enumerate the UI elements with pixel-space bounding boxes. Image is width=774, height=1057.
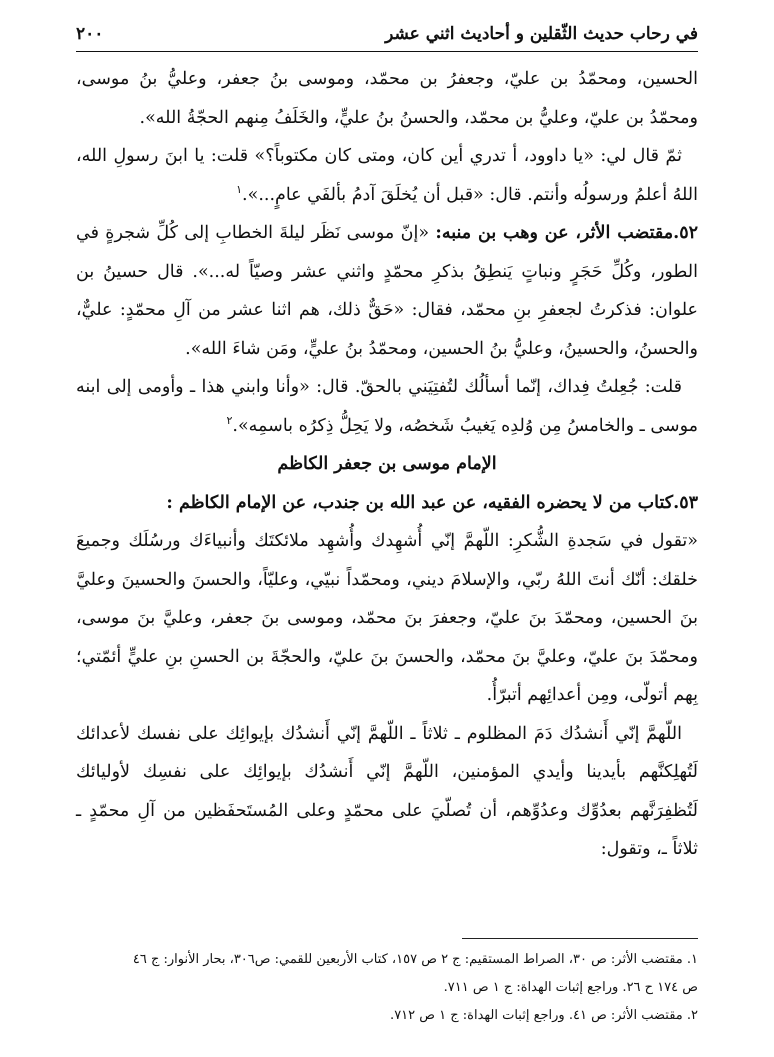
header-divider [76,51,698,52]
hadith-53-colon: : [166,492,179,513]
footnote-1-line-2: ص ١٧٤ ح ٢٦. وراجع إثبات الهداة: ج ١ ص ٧١١. [443,980,698,995]
page-header [76,14,698,44]
running-title: في رحاب حديث الثّقلين و أحاديث اثني عشر [385,24,698,44]
paragraph-6-text: اللّهمَّ إنّي أَنشدُك دَمَ المظلوم ـ ثلاثاً ـ اللّهمَّ إنّي أَنشدُك بإيوائِك على نفسك لأعدائك لَتُهلِكنَّهم بأيدينا وأيدي المؤمنين، اللّهمَّ إنّي أَنشدُك بإيوائِك على نفسِك لأوليائك لَتُظفِرَنَّهم بعدُوِّك وعدُوِّهم، أن تُصلّيَ على محمّدٍ وعلى المُستَحفَظين من آلِ محمّدٍ ـ ثلاثاً ـ، وتقول: [76,723,698,859]
hadith-53-body: «تقول في سَجدةِ الشُّكرِ: اللّهمَّ إنّي أُشهِدك وأُشهِد ملائكتَك وأنبياءَك ورسُلَك وجميعَ خلقك: أنّك أنتَ اللهُ ربّي، والإسلامَ ديني، ومحمّداً نبيّي، وعليّاً، والحسنَ والحسينَ وعليَّ بنَ الحسين، ومحمّدَ بنَ عليّ، وجعفرَ بنَ محمّد، وموسى بنَ جعفر، وعليَّ بنَ موسى، ومحمّدَ بنَ عليّ، وعليَّ بنَ محمّد، والحسنَ بنَ عليّ، والحجّةَ بن الحسنِ بنِ عليٍّ أئمّتي؛ بِهم أتولّى، ومِن أعدائِهم أتبرّأُ. [76,531,698,705]
hadith-53-text [76,522,698,715]
hadith-53-source: ٥٣.كتاب من لا يحضره الفقيه، عن عبد الله بن جندب، عن الإمام الكاظم [178,492,698,513]
footnote-ref-2: ٢ [226,413,233,427]
paragraph-4 [76,368,698,445]
main-text [76,60,698,869]
hadith-53-heading [76,484,698,523]
paragraph-2 [76,137,698,214]
page-number: ٢٠٠ [76,24,104,44]
paragraph-6 [76,715,698,869]
hadith-52-source: ٥٢.مقتضب الأثر، عن وهب بن منبه: [435,223,698,243]
hadith-52-text: «إنّ موسى نَظَر ليلةَ الخطابِ إلى كُلِّ شجرةٍ في الطور، وكُلِّ حَجَرٍ ونباتٍ يَنطِقُ بذكرِ محمّدٍ واثني عشر وصيّاً له...». قال حسينُ بن علوان: فذكرتُ لجعفرِ بنِ محمّد، فقال: «حَقٌّ ذلك، هم اثنا عشر من آلِ محمّدٍ: عليٌّ، والحسنُ، والحسينُ، وعليُّ بنُ الحسين، ومحمّدُ بنُ عليٍّ، ومَن شاءَ الله». [76,223,698,359]
footnote-ref-1: ١ [236,182,243,196]
paragraph-4-text: قلت: جُعِلتُ فِداك، إنّما أسألُك لتُفتِيَني بالحقّ. قال: «وأنا وابني هذا ـ وأومى إلى ابنه موسى ـ والخامسُ مِن وُلدِه يَغيبُ شَخصُه، ولا يَحِلُّ ذِكرُه باسمِه». [76,377,698,436]
footnote-1-line-1: ١. مقتضب الأثر: ص ٣٠، الصراط المستقيم: ج ٢ ص ١٥٧، كتاب الأربعين للقمي: ص٣٠٦، بحار الأنوار: ج ٤٦ [132,952,698,967]
footnote-2: ٢. مقتضب الأثر: ص ٤١. وراجع إثبات الهداة: ج ١ ص ٧١٢. [390,1008,698,1023]
paragraph-1-text: الحسين، ومحمّدُ بن عليّ، وجعفرُ بن محمّد، وموسى بنُ جعفر، وعليُّ بنُ موسى، ومحمّدُ بن عليّ، وعليُّ بن محمّد، والحسنُ بنُ عليٍّ، والخَلَفُ مِنهم الحجّةُ الله». [76,69,698,128]
footnotes [76,946,698,1030]
paragraph-2-text: ثمّ قال لي: «يا داوود، أ تدري أين كان، ومتى كان مكتوباً؟» قلت: يا ابنَ رسولِ الله، اللهُ أعلمُ ورسولُه وأنتم. قال: «قبل أن يُخلَقَ آدمُ بألفَي عامٍ...». [76,146,698,205]
hadith-52 [76,214,698,368]
section-title: الإمام موسى بن جعفر الكاظم [277,454,497,474]
footnote-divider [462,938,698,939]
paragraph-1 [76,60,698,137]
